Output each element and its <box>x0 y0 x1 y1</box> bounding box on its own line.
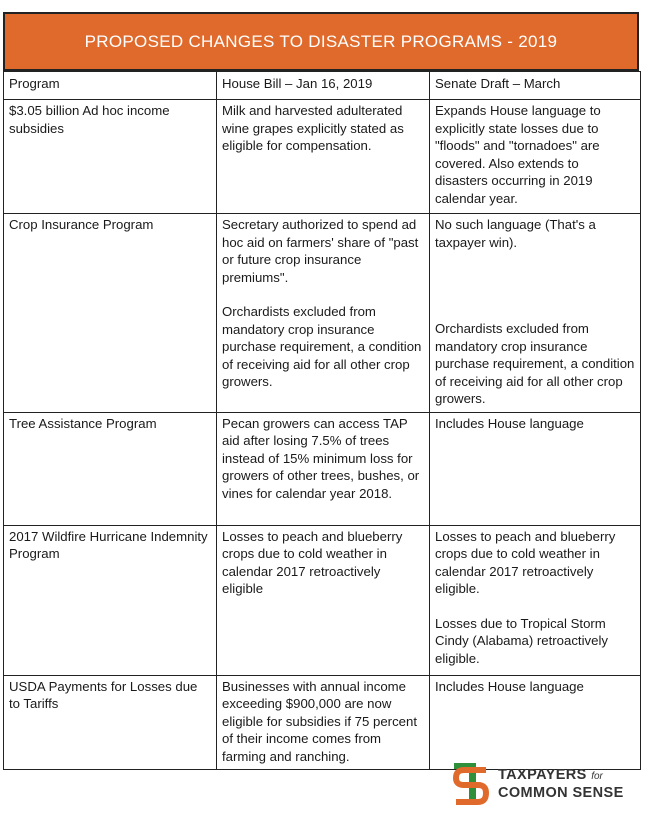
house-cell <box>217 412 430 525</box>
senate-text: Orchardists excluded from mandatory crop insurance purchase requirement, a condition of receiving aid for all other crop growers. <box>435 321 635 406</box>
house-text: Losses to peach and blueberry crops due to cold weather in calendar 2017 retroactively eligible <box>222 528 403 596</box>
senate-cell <box>430 525 641 675</box>
program-cell: Tree Assistance Program <box>4 412 217 525</box>
house-text: Secretary authorized to spend ad hoc aid on farmers' share of "past or future crop insurance premiums". <box>222 217 419 285</box>
table-row <box>4 214 641 413</box>
house-text: Businesses with annual income exceeding $900,000 are now eligible for subsidies if 75 percent of their income comes from farming and ranching. <box>222 678 417 764</box>
program-cell: $3.05 billion Ad hoc income subsidies <box>4 100 217 214</box>
table-row <box>4 412 641 525</box>
senate-cell <box>430 214 641 413</box>
senate-text: Includes House language <box>435 678 584 694</box>
column-header-senate-draft: Senate Draft – March <box>430 72 641 100</box>
logo-line2: COMMON SENSE <box>498 784 624 801</box>
house-text: Pecan growers can access TAP aid after losing 7.5% of trees instead of 15% minimum loss for growers of other trees, bushes, or vines for calendar year 2018. <box>222 415 420 501</box>
house-cell <box>217 675 430 770</box>
logo-wordmark <box>498 767 624 802</box>
senate-text: Losses due to Tropical Storm Cindy (Alabama) retroactively eligible. <box>435 615 608 666</box>
senate-cell <box>430 412 641 525</box>
title-banner <box>3 12 639 71</box>
house-text: Orchardists excluded from mandatory crop insurance purchase requirement, a condition of receiving aid for all other crop growers. <box>222 304 422 389</box>
house-cell <box>217 214 430 413</box>
house-cell <box>217 100 430 214</box>
senate-cell <box>430 100 641 214</box>
house-cell <box>217 525 430 675</box>
table-row <box>4 675 641 770</box>
program-cell: USDA Payments for Losses due to Tariffs <box>4 675 217 770</box>
comparison-table <box>3 71 641 770</box>
header-row <box>4 72 641 100</box>
column-header-program: Program <box>4 72 217 100</box>
program-cell: Crop Insurance Program <box>4 214 217 413</box>
table-row <box>4 100 641 214</box>
senate-text: Includes House language <box>435 415 584 431</box>
senate-text: Expands House language to explicitly state losses due to "floods" and "tornadoes" are covered. Also extends to disasters occurring in 2019 calendar year. <box>435 103 601 206</box>
logo-line1: TAXPAYERS <box>498 766 587 783</box>
program-cell: 2017 Wildfire Hurricane Indemnity Program <box>4 525 217 675</box>
tcs-logo-mark-icon <box>452 761 490 807</box>
table-row <box>4 525 641 675</box>
senate-text: Losses to peach and blueberry crops due to cold weather in calendar 2017 retroactively eligible. <box>435 528 616 596</box>
logo-for: for <box>591 770 603 782</box>
senate-cell <box>430 675 641 770</box>
column-header-house-bill: House Bill – Jan 16, 2019 <box>217 72 430 100</box>
page-title: PROPOSED CHANGES TO DISASTER PROGRAMS - 2019 <box>84 31 558 51</box>
tcs-logo <box>452 759 638 809</box>
senate-text: No such language (That's a taxpayer win). <box>435 217 596 250</box>
house-text: Milk and harvested adulterated wine grapes explicitly stated as eligible for compensation. <box>222 103 404 153</box>
